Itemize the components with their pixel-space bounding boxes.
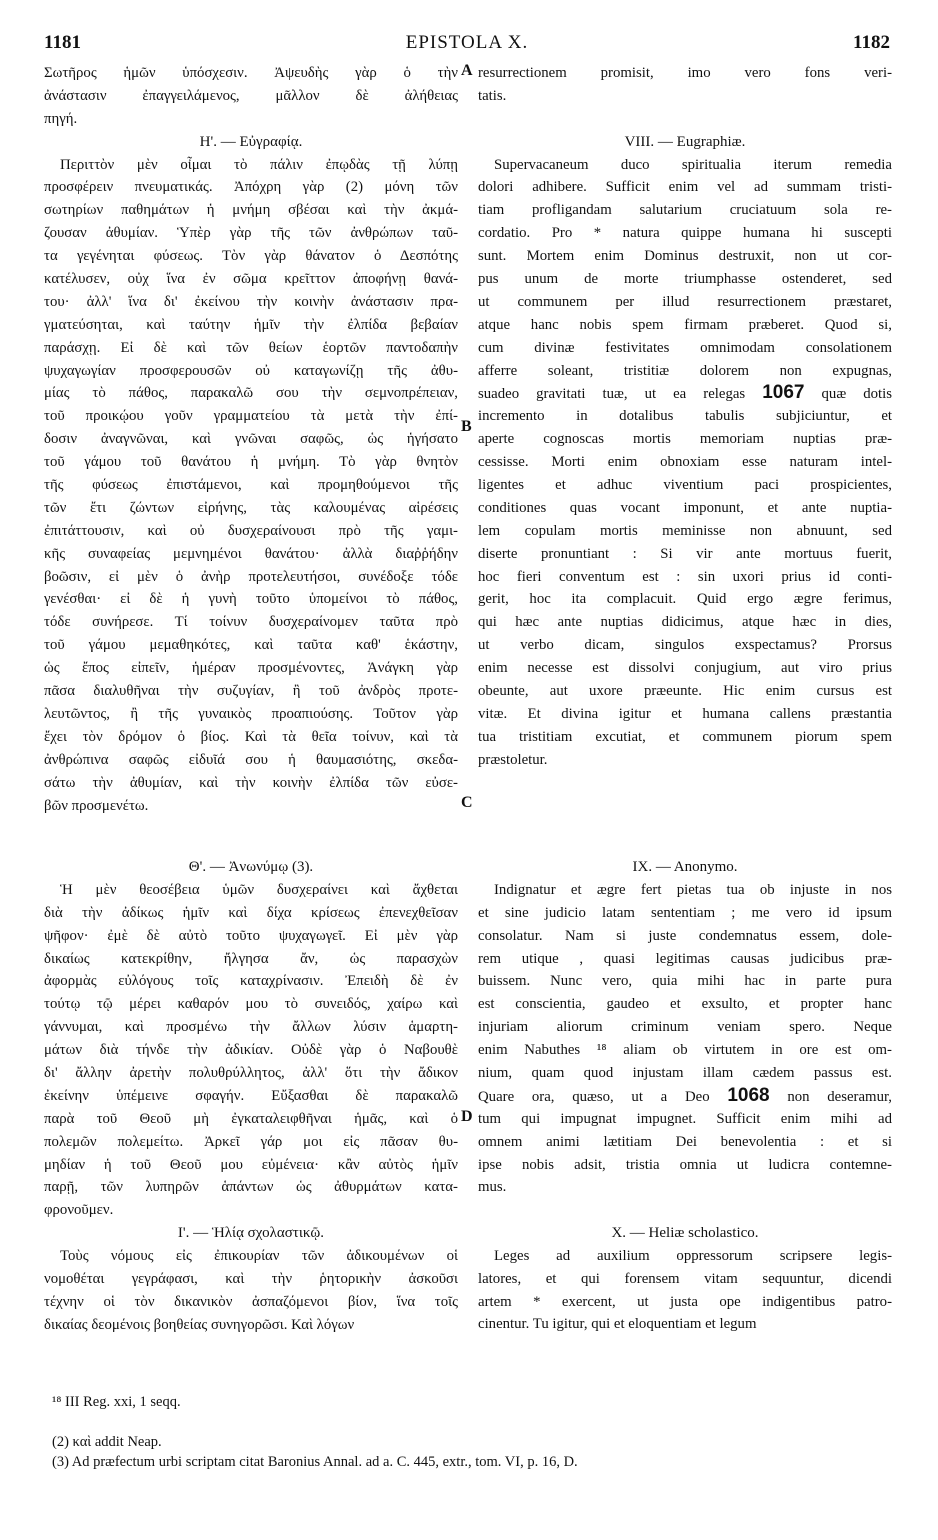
text-line: τοῦ γάμου τοῦ θανάτου ἡ μνήμη. Τὸ γὰρ θνητὸν: [44, 454, 458, 471]
latin-section-10: [478, 1199, 892, 1336]
text-line: ἐπιτάττουσιν, καὶ οὐ δυσχεραίνουσι πρὸ τῆς γαμι-: [44, 522, 458, 539]
page-header: [44, 32, 890, 58]
text-line: νομοθέται γεγράφασι, καὶ τὴν ῥητορικὴν ἀσκοῦσι: [44, 1270, 458, 1287]
text-line: ψῆφον· ἐμὲ δὲ αὐτὸ τοῦτο ψυχαγωγεῖ. Εἰ μὲν γὰρ: [44, 927, 458, 944]
text-line: Ἡ μὲν θεοσέβεια ὑμῶν δυσχεραίνει καὶ ἄχθεται: [60, 881, 458, 898]
text-line: μηδίαν ἡ τοῦ Θεοῦ μου εὐμένεια· κἂν αὐτὸς ἡμῖν: [44, 1156, 458, 1173]
text-line: tua tristitiam excutiat, et communem piorum spem: [478, 728, 892, 745]
text-line: latores, et qui forensem vitam sequuntur, dicendi: [478, 1270, 892, 1287]
text-line: τοῦ γάμου μεμαθηκότες, καὶ ταῦτα καθ' ἑκάστην,: [44, 637, 458, 654]
margin-letter-b: B: [461, 418, 472, 435]
footnote-scripture: ¹⁸ III Reg. xxi, 1 seqq.: [52, 1394, 181, 1410]
margin-letter-c: C: [461, 794, 473, 811]
text-line: τέχνην οἱ τὸν δικανικὸν ἀσπαζόμενοι βίον, ἵνα τοῖς: [44, 1293, 458, 1310]
text-line: conditiones quas vocant imponunt, et ante nuptia-: [478, 499, 892, 516]
text-line: tiam profligandam salutarium cruciatuum sola re-: [478, 202, 892, 219]
text-line: aperte cognoscas mortis memoriam nuptias præ-: [478, 431, 892, 448]
text-line: cum divinæ festivitates omnimodam consolationem: [478, 339, 892, 356]
text-line: φρονοῦμεν.: [44, 1202, 114, 1219]
text-line: σάτω τὴν ἀθυμίαν, καὶ τὴν κοινὴν ἐλπίδα τῶν εὐσε-: [44, 774, 458, 791]
text-line: σωτηρίων παθημάτων ἡ μνήμη σβέσαι καὶ τὴν ἀκμά-: [44, 202, 458, 219]
text-line: Indignatur et ægre fert pietas tua ob injuste in nos: [494, 881, 892, 898]
margin-letter-d: D: [461, 1108, 473, 1125]
text-line: hoc fieri conventum est : sin uxori prius id conti-: [478, 568, 892, 585]
text-line: τούτῳ τῷ μέρει καθαρόν μου τὸ συνειδός, χαίρω καὶ: [44, 996, 458, 1013]
text-line: ἐκείνην ὑπέμεινε σφαγήν. Εὔξασθαι δὲ παρακαλῶ: [44, 1087, 458, 1104]
footnote-3: (3) Ad præfectum urbi scriptam citat Baronius Annal. ad a. C. 445, extr., tom. VI, p. 16, D.: [52, 1454, 578, 1470]
text-line: consolatur. Nam si juste condemnatus essem, dole-: [478, 927, 892, 944]
text-line: mus.: [478, 1179, 507, 1196]
text-line: πηγή.: [44, 110, 78, 127]
text-line: λευτῶντος, ἢ τῆς γυναικὸς προαπιούσης. Τοῦτον γὰρ: [44, 705, 458, 722]
text-line: incremento in dotalibus tabulis subjiciuntur, et: [478, 408, 892, 425]
text-line: omnem animi lætitiam Dei benevolentia : et si: [478, 1133, 892, 1150]
text-line: buissem. Nunc vero, quia mihi hac in parte pura: [478, 973, 892, 990]
text-line: lem copulam mortis meminisse non abnuunt, sed: [478, 522, 892, 539]
section-heading: VIII. — Eugraphiæ.: [624, 133, 746, 150]
text-line: ἀνθρώπινα σαφῶς εἰδυῖά σου ἡ θαυμασιότης, σκεδα-: [44, 751, 458, 768]
text-line: Quare ora, quæso, ut a Deo 1068 non deseramur,: [478, 1084, 892, 1106]
text-line: τοῦ προικῴου γοῦν γραμματείου τὰ μετὰ τὴν ἐπί-: [44, 408, 458, 425]
section-heading: Θ'. — Ἀνωνύμῳ (3).: [188, 859, 314, 875]
page-number-left: 1181: [44, 32, 81, 53]
margin-letter-a: A: [461, 62, 473, 79]
text-line: ἔχει τὸν δρόμον ὁ βίος. Καὶ τὰ θεῖα τοίνυν, καὶ τὰ: [44, 728, 458, 745]
spacer: [478, 108, 892, 131]
text-line: gerit, hoc ita complacuit. Quid ergo ægre ferimus,: [478, 591, 892, 608]
text-line: ipse nobis adsit, tristia omnia ut ludicra contemne-: [478, 1156, 892, 1173]
text-line: est conscientia, gaudeo et exsulto, et propter hanc: [478, 996, 892, 1013]
text-line: Περιττὸν μὲν οἶμαι τὸ πάλιν ἐπῳδὰς τῇ λύπῃ: [60, 156, 458, 173]
text-line: enim necesse est dissolvi conjugium, aut viro prius: [478, 660, 892, 677]
text-line: βῶν προσμενέτω.: [44, 797, 149, 814]
greek-column: [44, 62, 458, 817]
text-line: παράσχῃ. Εἰ δὲ καὶ τῶν θείων ἑορτῶν παντοδαπὴν: [44, 339, 458, 356]
text-line: τῶν ἔτι ζώντων εἰρήνης, τὰς καλουμένας αἱρέσεις: [44, 499, 458, 516]
text-line: ἀφορμὰς εὐλόγους τοῖς καταχρίνασιν. Ἐπειδὴ δὲ ἐν: [44, 973, 458, 990]
text-line: et sine judicio latam sententiam ; me vero id ipsum: [478, 904, 892, 921]
text-line: ut communem per illud resurrectionem præstaret,: [478, 293, 892, 310]
spacer: [478, 1199, 892, 1222]
text-line: κῆς συναφείας μεμνημένοι θανάτου· ἀλλὰ διαῤῥήδην: [44, 545, 458, 562]
text-line: Τοὺς νόμους εἰς ἐπικουρίαν τῶν ἀδικουμένων οἱ: [60, 1247, 458, 1264]
text-line: obeunte, aut uxore præeunte. Hic enim cursus est: [478, 683, 892, 700]
text-line: artem * exercent, ut justa ope indigentibus patro-: [478, 1293, 892, 1310]
text-line: dolori adhibere. Sufficit enim vel ad summam tristi-: [478, 179, 892, 196]
text-line: ut verbo dicam, singulos exspectamus? Prorsus: [478, 637, 892, 654]
text-line: πολεμῶν πολεμείτω. Ἀρκεῖ γάρ μοι εἰς πᾶσαν θυ-: [44, 1133, 458, 1150]
text-line: ψυχαγωγίαν προσφερουσῶν οὐ καταγωνίζῃ τῆς ἀθυ-: [44, 362, 458, 379]
page-number-right: 1182: [853, 32, 890, 53]
text-line: δικαίας δεομένοις βοηθείας συνηγορῶσι. Καὶ λόγων: [44, 1316, 355, 1333]
text-line: resurrectionem promisit, imo vero fons veri-: [478, 65, 892, 81]
text-line: suadeo gravitati tuæ, ut ea relegas 1067 quæ dotis: [478, 382, 892, 404]
text-line: παρὰ τοῦ Θεοῦ μὴ ἐγκαταλειφθῆναι ἡμᾶς, καὶ ὁ: [44, 1110, 458, 1127]
text-line: afferre soleant, tristitiæ dolorem non expugnas,: [478, 362, 892, 379]
text-line: Leges ad auxilium oppressorum scripsere legis-: [494, 1247, 892, 1264]
text-line: cordatio. Pro * natura quippe humana hi suscepti: [478, 225, 892, 242]
text-line: δικαίως κατεκρίθην, ἤλγησα ἄν, ὡς παρασχὼν: [44, 950, 458, 967]
text-line: του· ἀλλ' ἵνα δι' ἐκείνου τὴν κοινὴν ἀνάστασιν πρα-: [44, 293, 458, 310]
text-line: διὰ τὴν ἀδίκως ἡμῖν καὶ δίχα κρίσεως ἐπενεχθεῖσαν: [44, 904, 458, 921]
text-line: Σωτῆρος ἡμῶν ὑπόσχεσιν. Ἀψευδὴς γὰρ ὁ τὴν: [44, 65, 458, 81]
text-line: πᾶσα διαλυθῆναι τὴν συζυγίαν, ἢ τοῦ ἀνδρὸς προτε-: [44, 683, 458, 700]
text-line: vitæ. Et divina igitur et humana callens præstantia: [478, 705, 892, 722]
section-heading: Ι'. — Ἡλίᾳ σχολαστικῷ.: [177, 1225, 325, 1241]
text-line: Supervacaneum duco spiritualia iterum remedia: [494, 156, 892, 173]
text-line: γάννυμαι, καὶ προσμένω τὴν ἄλλων λύσιν ἁμαρτη-: [44, 1019, 458, 1036]
text-line: atque hanc nobis spem firmam præberet. Quod si,: [478, 316, 892, 333]
text-line: γματεύσηται, καὶ ταύτην ἡμῖν τὴν ἐλπίδα βεβαίαν: [44, 316, 458, 333]
text-line: δοσιν ἀναγνῶναι, καὶ γνῶναι σαφῶς, ὡς ἡγήσατο: [44, 431, 458, 448]
text-line: tum qui impugnat impugnet. Sufficit enim mihi ad: [478, 1110, 892, 1127]
text-line: δι' ἄλλην ἀρετὴν πολυθρύλλητος, ἀλλ' ὅτι τὴν ἄδικον: [44, 1065, 458, 1082]
section-heading: X. — Heliæ scholastico.: [611, 1224, 759, 1241]
text-line: ζουσαν ἀθυμίαν. Ὑπὲρ γὰρ τῆς τῶν ἀνθρώπων ταῦ-: [44, 225, 458, 242]
text-line: sunt. Mortem enim Dominus destruxit, non ut cor-: [478, 248, 892, 265]
text-line: ligentes et adhuc viventium paci prospicientes,: [478, 477, 892, 494]
section-heading: IX. — Anonymo.: [632, 859, 738, 875]
text-line: cessisse. Morti enim obnoxiam esse naturam intel-: [478, 454, 892, 471]
text-line: injuriam aliorum criminum veniam spero. Neque: [478, 1019, 892, 1036]
text-line: μίας τὸ πάθος, παρακαλῶ σου τὴν σεμνοπρέπειαν,: [44, 385, 458, 402]
column-number-marker: 1068: [727, 1084, 770, 1106]
column-number-marker: 1067: [762, 382, 805, 404]
text-line: ὡς ἔπος εἰπεῖν, ἡμέραν προσμένοντες, Ἀνάγκη γὰρ: [44, 660, 458, 677]
text-line: tatis.: [478, 87, 507, 104]
text-line: diserte pronuntiant : Si vir ante mortuus fuerit,: [478, 545, 892, 562]
text-line: προσφέρειν πνευματικάς. Ἀπόχρη γὰρ (2) μόνη τῶν: [44, 179, 458, 196]
text-line: τόδε συνήρεσε. Τί τοίνυν δυσχεραίνομεν ταῦτα πρὸ: [44, 614, 458, 631]
text-line: μάτων διὰ τήνδε τὴν ἀδικίαν. Οὐδὲ γὰρ ὁ Ναβουθὲ: [44, 1042, 458, 1059]
text-line: præstoletur.: [478, 751, 548, 768]
text-line: rem utique , quasi legitimas causas judicibus præ-: [478, 950, 892, 967]
text-line: enim Nabuthes ¹⁸ aliam ob virtutem in ore est om-: [478, 1042, 892, 1059]
footnote-2: (2) καὶ addit Neap.: [52, 1434, 162, 1450]
text-line: nium, quam quod injustam illam cædem passus est.: [478, 1065, 892, 1082]
text-line: ἀνάστασιν ἐπαγγειλάμενος, μᾶλλον δὲ ἀλήθειας: [44, 87, 458, 104]
text-line: pus unum de morte triumphasse ostenderet, sed: [478, 271, 892, 288]
greek-section-10: [44, 1222, 458, 1336]
text-line: τα γεγένηται φύσεως. Τὸν γὰρ θάνατον ὁ Δεσπότης: [44, 248, 458, 265]
latin-column: [478, 62, 892, 772]
text-line: γενέσθαι· εἰ δὲ ἡ γυνὴ τοῦτο ὑπομείνοι τὸ πάθος,: [44, 591, 458, 608]
section-heading: Η'. — Εὐγραφίᾳ.: [199, 133, 303, 150]
footnotes: [52, 1392, 892, 1472]
text-line: κατέλυσεν, οὐχ ἵνα ἐν σῶμα κρεῖττον ἀποφήνῃ θανά-: [44, 271, 458, 288]
text-line: qui hæc ante nuptias didicimus, atque hæc in dies,: [478, 614, 892, 631]
latin-section-9: [478, 856, 892, 1199]
text-line: τῆς φύσεως ἐπιστάμενοι, καὶ προμηθούμενοι τῆς: [44, 477, 458, 494]
text-line: παρῇ, τῶν λυπηρῶν ἁπάντων ὡς ἀθυρμάτων κατα-: [44, 1179, 458, 1196]
text-line: βοῶσιν, εἰ μὲν ὁ ἀνὴρ προτελευτήσοι, συνέδοξε τόδε: [44, 568, 458, 585]
running-title: EPISTOLA X.: [405, 32, 529, 53]
text-line: cinentur. Tu igitur, qui et eloquentiam et legum: [478, 1316, 757, 1333]
greek-section-9: [44, 856, 458, 1222]
